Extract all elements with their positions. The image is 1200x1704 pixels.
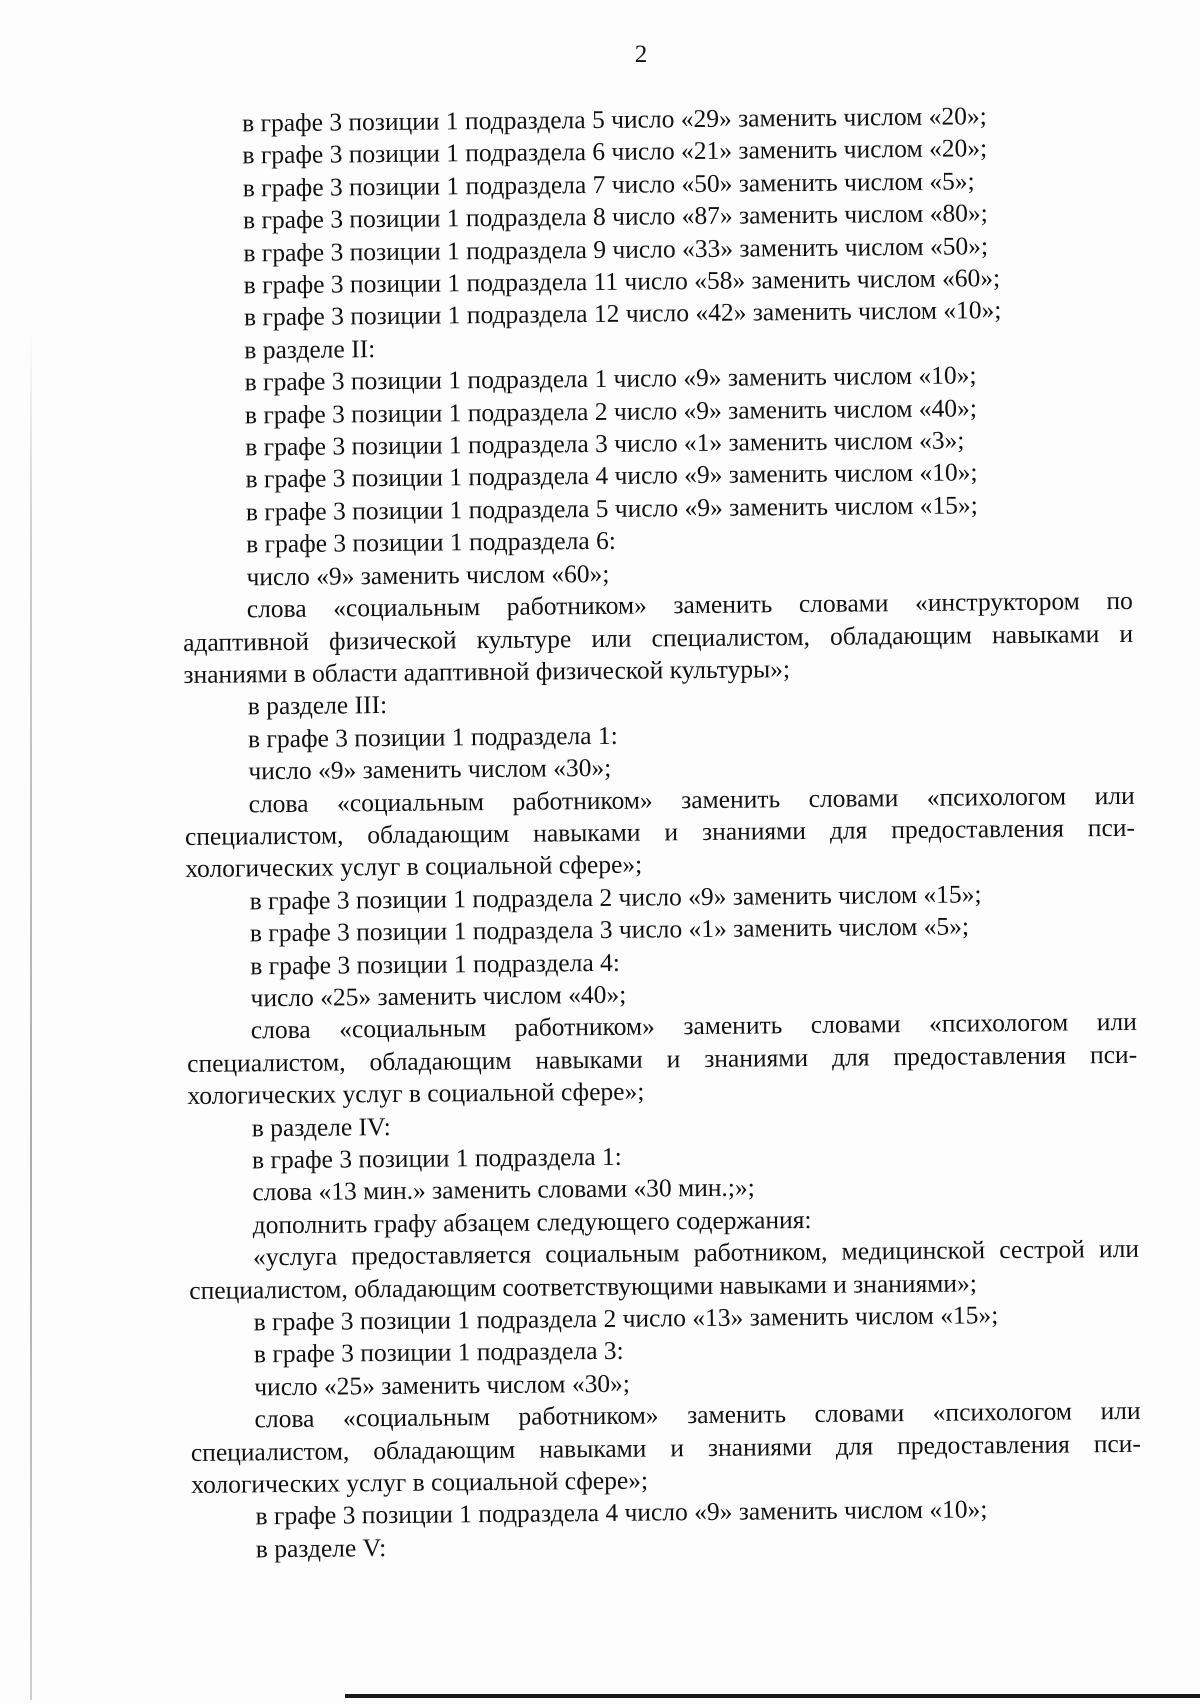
section-heading: в разделе II: xyxy=(244,333,376,365)
paragraph: «услуга предоставляется социальным работником, медицинской сестрой или специалистом, обладающим соответствующими навыками и знаниями»; xyxy=(189,1234,1140,1305)
paragraph: в графе 3 позиции 1 подраздела 6: xyxy=(246,526,617,559)
paragraph: в графе 3 позиции 1 подраздела 2 число «13» заменить числом «15»; xyxy=(253,1300,999,1337)
paragraph: в графе 3 позиции 1 подраздела 4 число «9» заменить числом «10»; xyxy=(245,457,978,494)
section-heading: в разделе V: xyxy=(255,1532,387,1564)
paragraph: в графе 3 позиции 1 подраздела 4: xyxy=(250,947,621,980)
section-heading: в разделе IV: xyxy=(251,1111,391,1142)
paragraph: в графе 3 позиции 1 подраздела 8 число «87» заменить числом «80»; xyxy=(242,198,988,235)
paragraph: в графе 3 позиции 1 подраздела 3 число «1» заменить числом «3»; xyxy=(245,425,965,462)
paragraph: в графе 3 позиции 1 подраздела 7 число «50» заменить числом «5»; xyxy=(242,166,975,203)
paragraph: число «9» заменить числом «60»; xyxy=(246,558,610,592)
paragraph: слова «13 мин.» заменить словами «30 мин.;»; xyxy=(252,1172,755,1207)
paragraph: число «25» заменить числом «40»; xyxy=(250,979,627,1013)
paragraph: число «25» заменить числом «30»; xyxy=(254,1368,631,1402)
paragraph: в графе 3 позиции 1 подраздела 6 число «21» заменить числом «20»; xyxy=(242,133,988,170)
paragraph: в графе 3 позиции 1 подраздела 5 число «29» заменить числом «20»; xyxy=(242,101,987,138)
paragraph: в графе 3 позиции 1 подраздела 4 число «9» заменить числом «10»; xyxy=(255,1494,988,1531)
page-number: 2 xyxy=(634,41,648,68)
paragraph: слова «социальным работником» заменить словами «психологом или специалистом, обладающим навыками и знаниями для предоставления психологических услуг в социальной сфере»; xyxy=(184,780,1136,884)
paragraph: слова «социальным работником» заменить словами «психологом или специалистом, обладающим навыками и знаниями для предоставления психологических услуг в социальной сфере»; xyxy=(190,1396,1141,1499)
paragraph: в графе 3 позиции 1 подраздела 5 число «9» заменить числом «15»; xyxy=(245,490,978,527)
paragraph: в графе 3 позиции 1 подраздела 3 число «1» заменить числом «5»; xyxy=(249,911,970,948)
document-body xyxy=(178,99,1142,1566)
paragraph: в графе 3 позиции 1 подраздела 12 число «42» заменить числом «10»; xyxy=(243,295,1002,332)
scan-edge-bottom xyxy=(345,1694,1200,1698)
paragraph: в графе 3 позиции 1 подраздела 1 число «9» заменить числом «10»; xyxy=(244,360,977,397)
scan-edge-left xyxy=(30,330,32,1700)
paragraph: в графе 3 позиции 1 подраздела 2 число «9» заменить числом «15»; xyxy=(249,879,982,916)
section-heading: в разделе III: xyxy=(247,690,388,721)
paragraph: слова «социальным работником» заменить словами «психологом или специалистом, обладающим навыками и знаниями для предоставления психологических услуг в социальной сфере»; xyxy=(187,1007,1138,1111)
paragraph: в графе 3 позиции 1 подраздела 11 число «58» заменить числом «60»; xyxy=(243,263,1001,300)
paragraph: дополнить графу абзацем следующего содержания: xyxy=(252,1204,812,1240)
paragraph: в графе 3 позиции 1 подраздела 9 число «33» заменить числом «50»; xyxy=(243,230,989,268)
paragraph: в графе 3 позиции 1 подраздела 1: xyxy=(251,1141,622,1175)
paragraph: число «9» заменить числом «30»; xyxy=(248,752,612,786)
paragraph: в графе 3 позиции 1 подраздела 3: xyxy=(253,1336,624,1369)
paragraph: слова «социальным работником» заменить словами «инструктором по адаптивной физической культуре или специалистом, обладающим навыками и знаниями в области адаптивной физической культуры»; xyxy=(182,585,1134,689)
paragraph: в графе 3 позиции 1 подраздела 2 число «9» заменить числом «40»; xyxy=(244,393,977,430)
paragraph: в графе 3 позиции 1 подраздела 1: xyxy=(247,720,618,754)
